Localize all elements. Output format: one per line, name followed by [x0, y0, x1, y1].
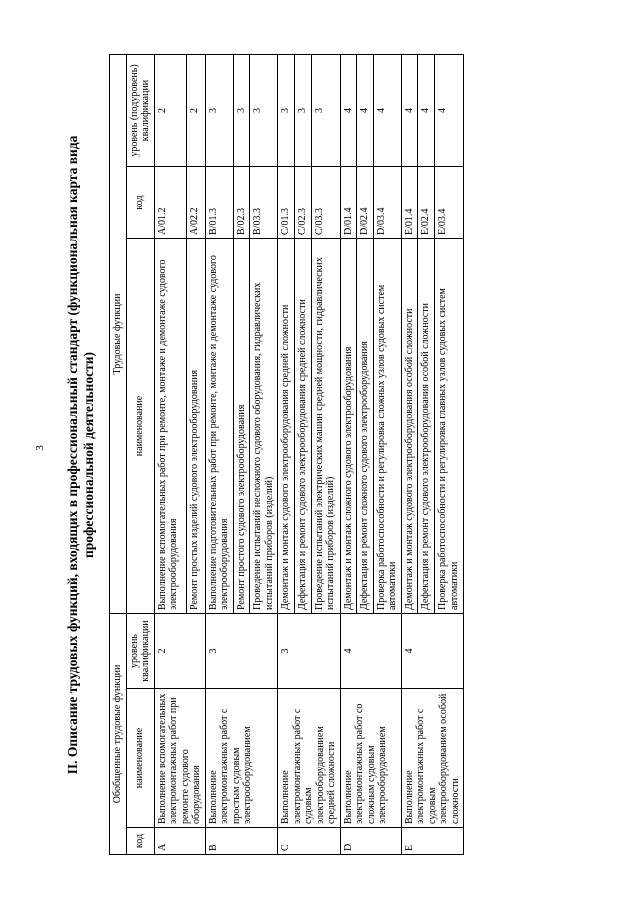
- function-level: 4: [401, 55, 418, 167]
- table-body: [154, 55, 464, 855]
- group-level: 3: [205, 614, 278, 689]
- group-level: 3: [278, 614, 341, 689]
- function-name: Выполнение вспомогательных работ при ремонте, монтаже и демонтаже судового электрооборудования: [154, 239, 186, 614]
- table-row: [205, 55, 233, 855]
- group-level: 2: [154, 614, 205, 689]
- function-name: Ремонт простого судового электрооборудования: [233, 239, 250, 614]
- function-code: C/01.3: [278, 167, 295, 239]
- group-code: B: [205, 828, 278, 855]
- header-function-name: наименование: [126, 239, 154, 614]
- group-code: A: [154, 828, 205, 855]
- table-row: [401, 55, 418, 855]
- section-heading: [65, 30, 97, 880]
- group-name: Выполнение электромонтажных работ со сложным судовым электрооборудованием: [340, 689, 401, 828]
- function-name: Проведение испытаний несложного судового оборудования, гидравлических испытаний приборов (изделий): [250, 239, 278, 614]
- function-code: D/02.4: [357, 167, 374, 239]
- functional-map-table: [109, 54, 464, 855]
- group-level: 4: [340, 614, 401, 689]
- function-code: D/03.4: [373, 167, 401, 239]
- function-name: Дефектация и ремонт судового электрооборудования особой сложности: [418, 239, 435, 614]
- function-level: 3: [233, 55, 250, 167]
- header-function-level: уровень (подуровень) квалификации: [126, 55, 154, 167]
- function-name: Ремонт простых изделий судового электрооборудования: [186, 239, 205, 614]
- function-name: Дефектация и ремонт судового электрооборудования средней сложности: [294, 239, 311, 614]
- function-level: 2: [186, 55, 205, 167]
- table-row: [340, 55, 357, 855]
- function-code: B/03.3: [250, 167, 278, 239]
- header-level: уровень квалификации: [126, 614, 154, 689]
- function-name: Выполнение подготовительных работ при ремонте, монтаже и демонтаже судового электрооборудования: [205, 239, 233, 614]
- function-code: C/02.3: [294, 167, 311, 239]
- function-name: Проверка работоспособности и регулировка сложных узлов судовых систем автоматики: [373, 239, 401, 614]
- function-code: D/01.4: [340, 167, 357, 239]
- function-name: Дефектация и ремонт сложного судового электрооборудования: [357, 239, 374, 614]
- function-level: 4: [435, 55, 464, 167]
- function-name: Демонтаж и монтаж судового электрооборудования средней сложности: [278, 239, 295, 614]
- function-code: C/03.3: [311, 167, 340, 239]
- function-code: E/03.4: [435, 167, 464, 239]
- function-level: 3: [294, 55, 311, 167]
- group-level: 4: [401, 614, 464, 689]
- header-generalized-functions: Обобщенные трудовые функции: [110, 614, 127, 855]
- header-function-code: код: [126, 167, 154, 239]
- function-code: E/02.4: [418, 167, 435, 239]
- function-name: Демонтаж и монтаж сложного судового электрооборудования: [340, 239, 357, 614]
- function-level: 4: [357, 55, 374, 167]
- group-name: Выполнение вспомогательных электромонтажных работ при ремонте судового оборудования: [154, 689, 205, 828]
- function-level: 3: [311, 55, 340, 167]
- function-level: 3: [278, 55, 295, 167]
- page-number: 3: [34, 445, 46, 451]
- function-level: 4: [373, 55, 401, 167]
- table-row: [154, 55, 186, 855]
- rotated-page: [65, 30, 625, 880]
- function-level: 2: [154, 55, 186, 167]
- function-code: A/02.2: [186, 167, 205, 239]
- function-level: 4: [418, 55, 435, 167]
- group-name: Выполнение электромонтажных работ с судовым электрооборудованием особой сложности: [401, 689, 464, 828]
- function-name: Проведение испытаний электрических машин средней мощности, гидравлических испытаний приборов (изделий): [311, 239, 340, 614]
- function-level: 3: [205, 55, 233, 167]
- function-level: 4: [340, 55, 357, 167]
- function-code: E/01.4: [401, 167, 418, 239]
- group-name: Выполнение электромонтажных работ с простым судовым электрооборудованием: [205, 689, 278, 828]
- function-code: B/02.3: [233, 167, 250, 239]
- function-name: Демонтаж и монтаж судового электрооборудования особой сложности: [401, 239, 418, 614]
- header-code: код: [126, 828, 154, 855]
- function-name: Проверка работоспособности и регулировка главных узлов судовых систем автоматики: [435, 239, 464, 614]
- group-code: E: [401, 828, 464, 855]
- function-level: 3: [250, 55, 278, 167]
- heading-line-2: профессиональной деятельности): [81, 352, 96, 558]
- group-code: D: [340, 828, 401, 855]
- group-code: C: [278, 828, 341, 855]
- function-code: A/01.2: [154, 167, 186, 239]
- header-labor-functions: Трудовые функции: [110, 55, 127, 614]
- header-name: наименование: [126, 689, 154, 828]
- function-code: B/01.3: [205, 167, 233, 239]
- group-name: Выполнение электромонтажных работ с судовым электрооборудованием средней сложности: [278, 689, 341, 828]
- heading-line-1: II. Описание трудовых функций, входящих в профессиональный стандарт (функциональная карта вида: [65, 135, 80, 775]
- table-row: [278, 55, 295, 855]
